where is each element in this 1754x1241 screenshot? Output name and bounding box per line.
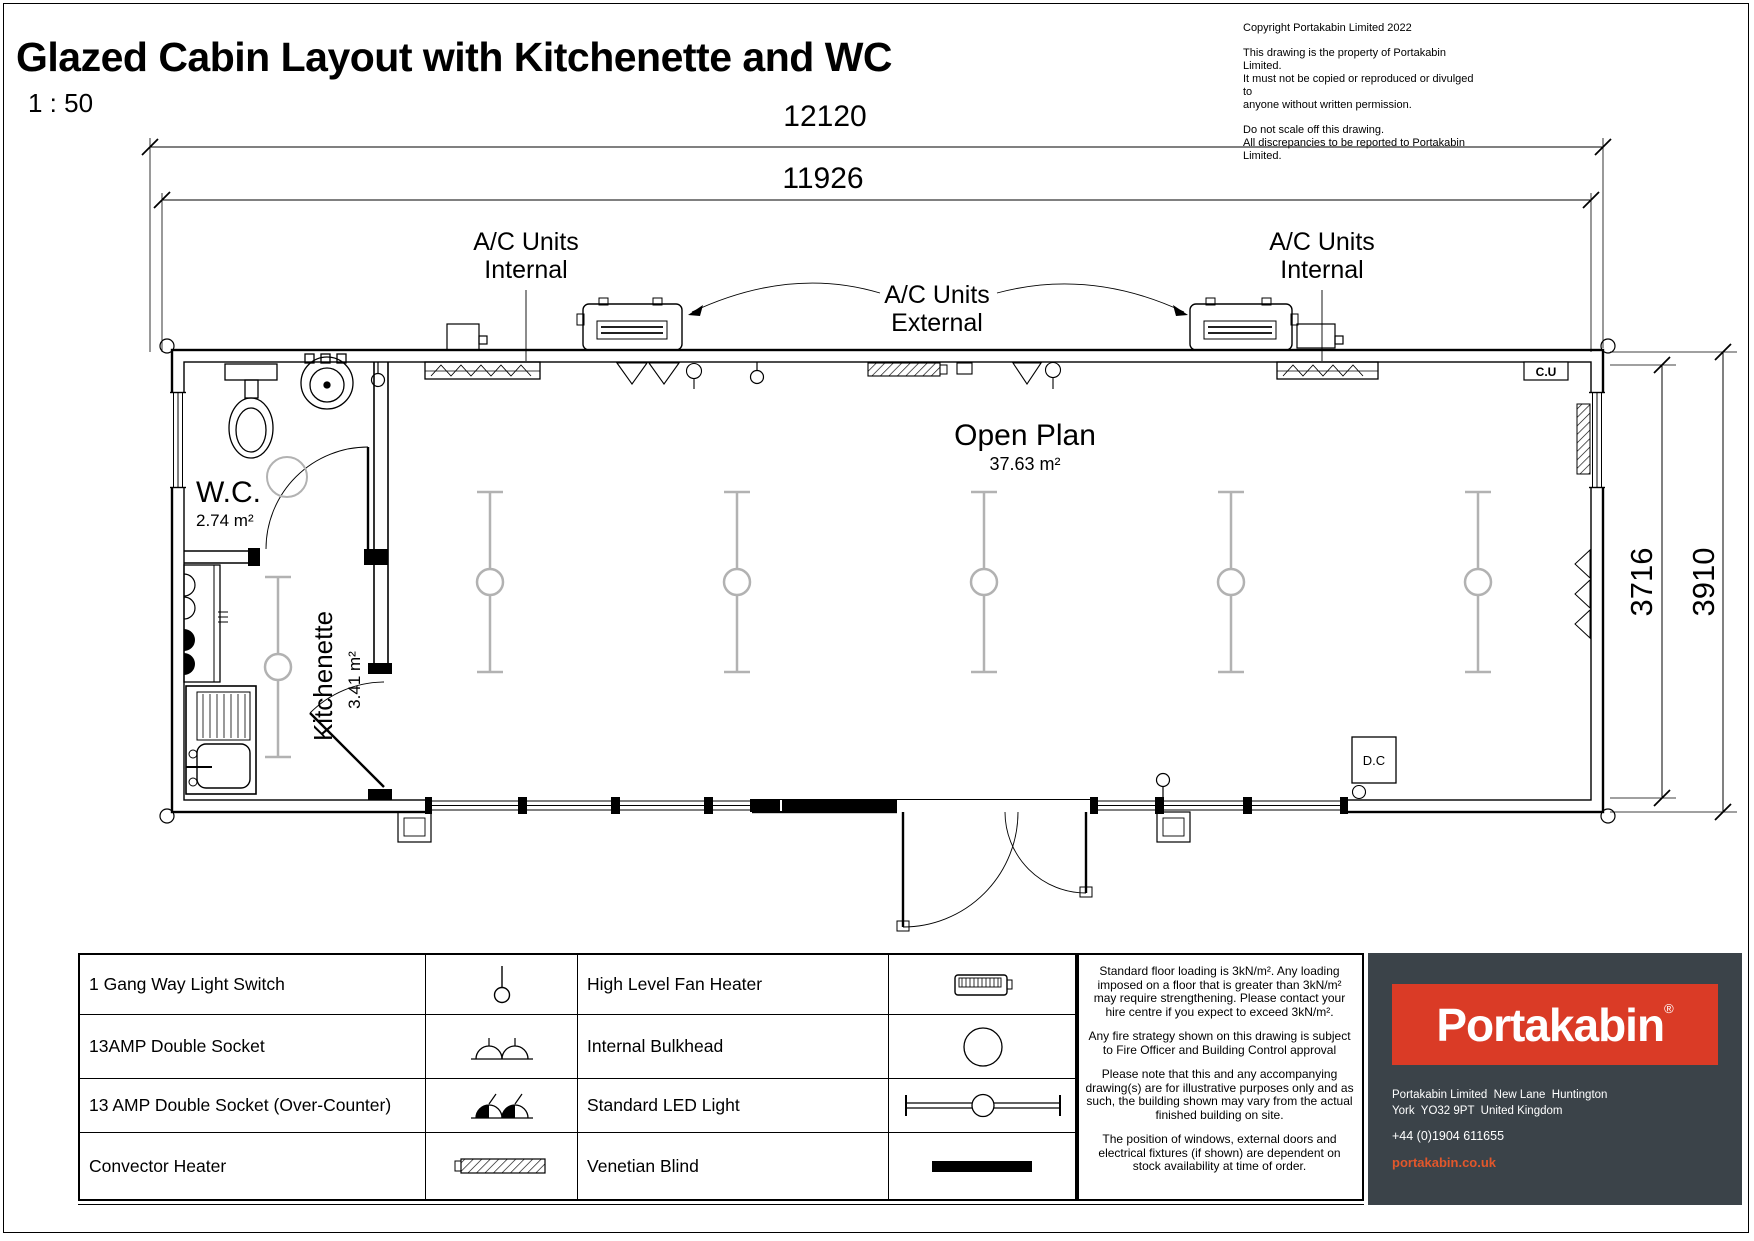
dim-overall-height: 3910 <box>1686 547 1721 617</box>
standard-led-light-icon <box>889 1079 1077 1133</box>
copyright-scale-warning: Do not scale off this drawing. All discrepancies to be reported to Portakabin Limited. <box>1243 124 1465 162</box>
entrance-opening <box>897 797 1090 814</box>
right-wall-window <box>1588 392 1606 488</box>
double-socket-icon <box>426 1015 578 1079</box>
fan-heater-symbols <box>617 363 1061 390</box>
legend-label-fan-heater: High Level Fan Heater <box>578 955 889 1015</box>
page-title: Glazed Cabin Layout with Kitchenette and WC <box>16 34 892 80</box>
entrance-double-doors <box>897 812 1092 931</box>
dim-internal-width: 11926 <box>782 162 864 195</box>
ac-internal-left-label-1: A/C Units <box>473 228 579 256</box>
ac-internal-right-label-1: A/C Units <box>1269 228 1375 256</box>
table-underline <box>78 1204 1364 1205</box>
led-light-symbols <box>265 492 1491 757</box>
partition-walls <box>184 362 392 800</box>
ac-external-unit-left <box>577 298 682 350</box>
wc-bulkhead-light <box>267 457 307 497</box>
brand-address-line2: York YO32 9PT United Kingdom <box>1392 1105 1563 1117</box>
wc-area: 2.74 m² <box>196 511 254 530</box>
portakabin-logo: Portakabin ® <box>1392 984 1718 1065</box>
dim-overall-width: 12120 <box>783 100 867 133</box>
legend-label-bulkhead: Internal Bulkhead <box>578 1015 889 1079</box>
external-step-boxes <box>398 812 1190 842</box>
window-opening-chevrons <box>1575 550 1590 638</box>
note-fire-strategy: Any fire strategy shown on this drawing is subject to Fire Officer and Building Control approval <box>1088 1029 1351 1057</box>
door-closer-label: D.C <box>1362 753 1386 768</box>
note-stock: The position of windows, external doors and electrical fixtures (if shown) are dependent on stock availability at time of order. <box>1098 1132 1341 1173</box>
bottom-wall-solid-panel <box>750 799 897 812</box>
venetian-blind-icon <box>889 1133 1077 1199</box>
brand-address-line1: Portakabin Limited New Lane Huntington <box>1392 1089 1608 1101</box>
wc-label: W.C. <box>196 476 261 509</box>
high-level-fan-heater-icon <box>889 955 1077 1015</box>
toilet <box>225 364 277 458</box>
kitchen-sink <box>186 686 256 794</box>
ac-internal-unit-right <box>1277 362 1378 379</box>
ac-internal-unit-left <box>425 362 540 379</box>
legend-label-venetian-blind: Venetian Blind <box>578 1133 889 1199</box>
notes-panel <box>1075 953 1364 1201</box>
note-illustrative: Please note that this and any accompanying drawing(s) are for illustrative purposes only and as such, the building shown may vary from the actual finished building on site. <box>1085 1067 1354 1122</box>
legend-table <box>78 953 1079 1201</box>
bottom-wall-windows-right <box>1090 797 1348 814</box>
venetian-blind-plan <box>1577 404 1590 474</box>
note-floor-loading: Standard floor loading is 3kN/m². Any loading imposed on a floor that is greater than 3kN/m² may require strengthening. Please contact your hire centre if you expect to exceed 3kN/m². <box>1093 964 1346 1019</box>
ac-internal-right-label-2: Internal <box>1280 256 1364 284</box>
open-plan-label: Open Plan <box>954 419 1096 452</box>
legend-label-gang-switch: 1 Gang Way Light Switch <box>80 955 426 1015</box>
copyright-line: Copyright Portakabin Limited 2022 <box>1243 22 1412 34</box>
drawing-scale: 1 : 50 <box>28 88 94 118</box>
ac-internal-left-label-2: Internal <box>484 256 568 284</box>
dim-internal-height: 3716 <box>1624 547 1659 617</box>
ac-external-label-1: A/C Units <box>884 281 990 309</box>
ac-external-unit-right <box>1190 298 1298 350</box>
gang-way-light-switch-icon <box>426 955 578 1015</box>
open-plan-area: 37.63 m² <box>989 454 1061 474</box>
brand-phone: +44 (0)1904 611655 <box>1392 1129 1505 1143</box>
copyright-ownership: This drawing is the property of Portakabin Limited. It must not be copied or reproduced or divulged to anyone without written permission. <box>1243 47 1474 111</box>
legend-label-over-counter-socket: 13 AMP Double Socket (Over-Counter) <box>80 1079 426 1133</box>
internal-bulkhead-icon <box>889 1015 1077 1079</box>
legend-label-double-socket: 13AMP Double Socket <box>80 1015 426 1079</box>
legend-label-convector: Convector Heater <box>80 1133 426 1199</box>
bottom-wall-windows-left <box>425 797 752 814</box>
convector-heater-plan <box>868 363 972 376</box>
double-socket-symbols <box>184 574 195 675</box>
brand-website-link[interactable]: portakabin.co.uk <box>1392 1155 1497 1170</box>
kitchenette-area: 3.41 m² <box>345 651 364 709</box>
consumer-unit-label: C.U <box>1535 365 1557 379</box>
legend-label-led-light: Standard LED Light <box>578 1079 889 1133</box>
wc-door <box>266 447 368 549</box>
registered-trademark-icon: ® <box>1664 1001 1674 1016</box>
left-wall-window <box>169 392 187 488</box>
kitchenette-label: Kitchenette <box>308 610 338 742</box>
ac-external-label-2: External <box>891 309 983 337</box>
brand-panel <box>1368 953 1742 1205</box>
double-socket-over-counter-icon <box>426 1079 578 1133</box>
convector-heater-icon <box>426 1133 578 1199</box>
